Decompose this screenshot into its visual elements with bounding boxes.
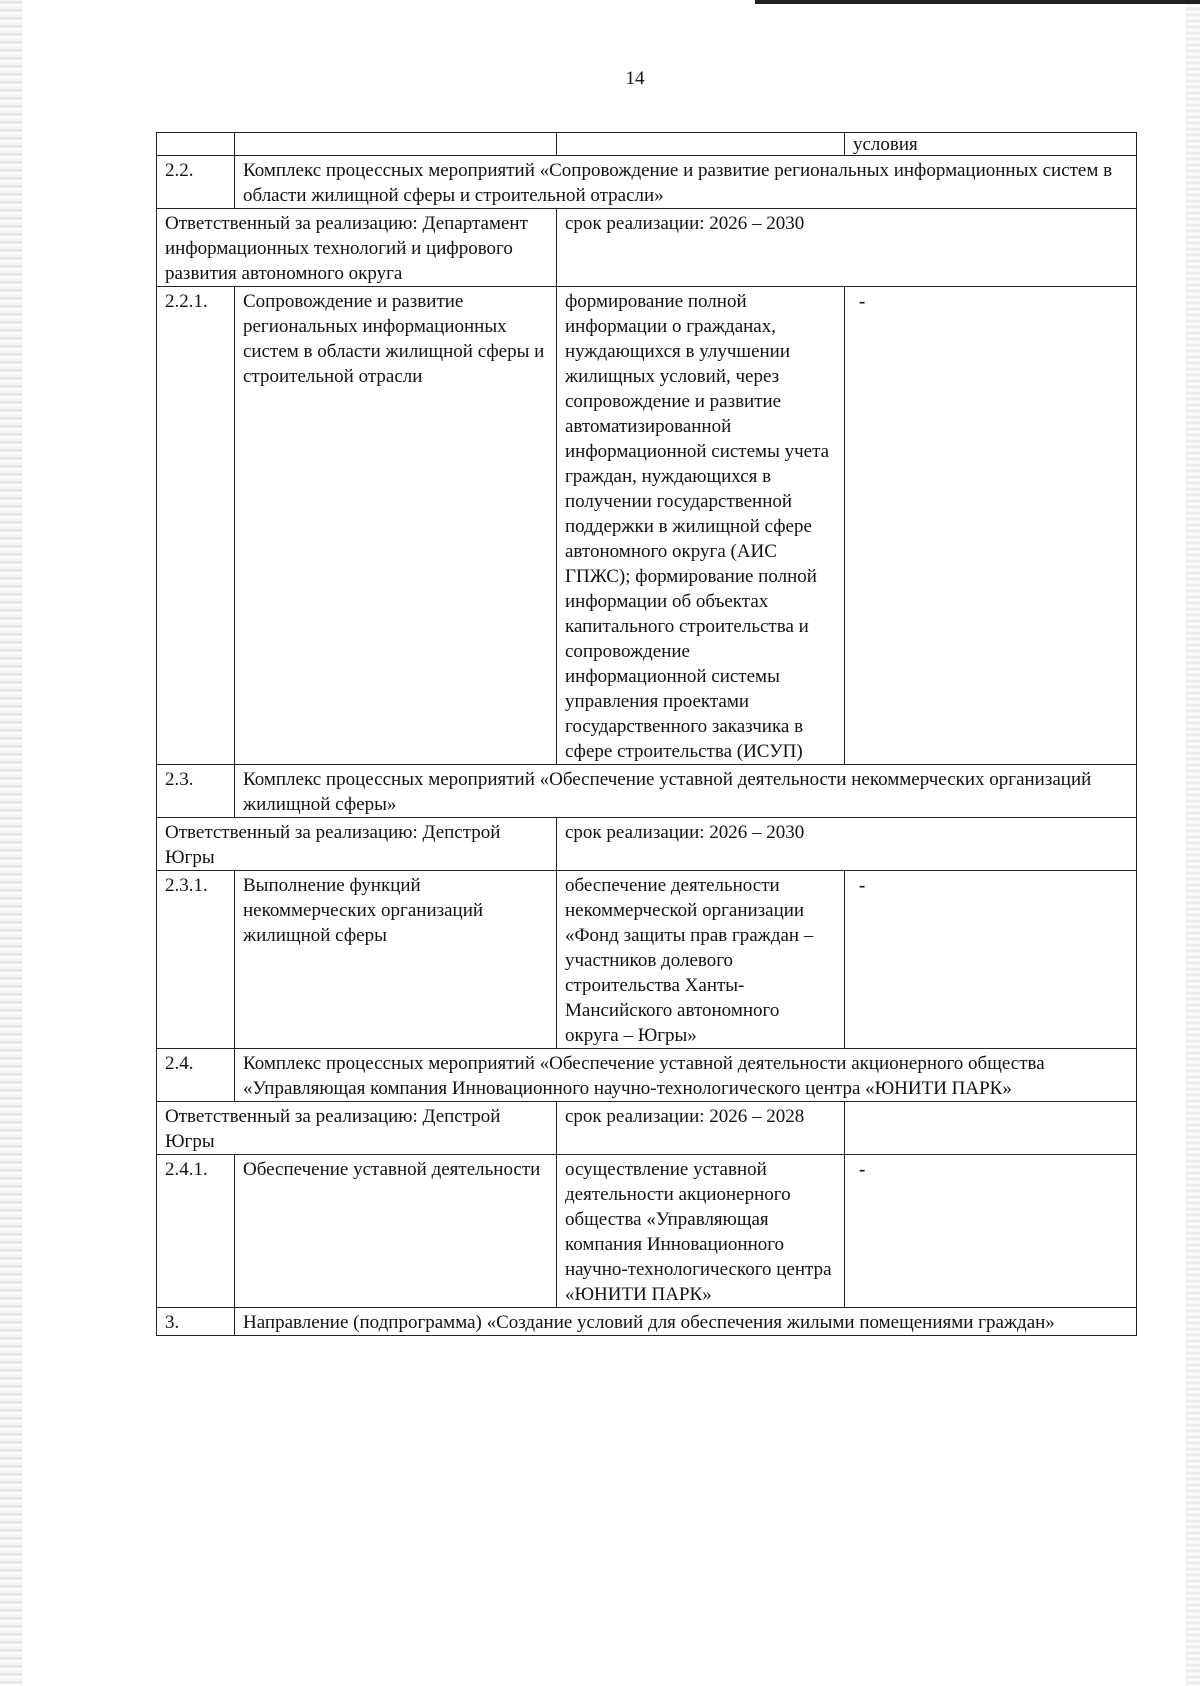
section-title: Комплекс процессных мероприятий «Обеспечение уставной деятельности некоммерческих организаций жилищной сферы» (235, 765, 1137, 818)
section-row (157, 1308, 1137, 1336)
responsible-row (157, 209, 1137, 287)
item-row (157, 871, 1137, 1049)
item-row (157, 287, 1137, 765)
item-description: осуществление уставной деятельности акционерного общества «Управляющая компания Инновационного научно-технологического центра «ЮНИТИ ПАРК» (557, 1155, 845, 1308)
header-cell-4: условия (845, 133, 1137, 156)
responsible-row (157, 818, 1137, 871)
scan-edge-right (1186, 0, 1200, 1686)
item-number: 2.4.1. (157, 1155, 235, 1308)
header-cell-1 (157, 133, 235, 156)
item-link: - (845, 1155, 1137, 1308)
program-table-container (156, 132, 1136, 1336)
item-link: - (845, 287, 1137, 765)
section-number: 2.2. (157, 156, 235, 209)
item-name: Выполнение функций некоммерческих организаций жилищной сферы (235, 871, 557, 1049)
item-name: Сопровождение и развитие региональных информационных систем в области жилищной сферы и строительной отрасли (235, 287, 557, 765)
section-number: 2.4. (157, 1049, 235, 1102)
section-row (157, 765, 1137, 818)
header-cell-2 (235, 133, 557, 156)
period-cell: срок реализации: 2026 – 2030 (557, 209, 1137, 287)
item-name: Обеспечение уставной деятельности (235, 1155, 557, 1308)
section-number: 2.3. (157, 765, 235, 818)
period-cell: срок реализации: 2026 – 2030 (557, 818, 1137, 871)
period-cell: срок реализации: 2026 – 2028 (557, 1102, 845, 1155)
program-table (156, 132, 1137, 1336)
header-cell-3 (557, 133, 845, 156)
responsible-row (157, 1102, 1137, 1155)
item-link: - (845, 871, 1137, 1049)
section-title: Комплекс процессных мероприятий «Обеспечение уставной деятельности акционерного общества «Управляющая компания Инновационного научно-технологического центра «ЮНИТИ ПАРК» (235, 1049, 1137, 1102)
item-description: обеспечение деятельности некоммерческой организации «Фонд защиты прав граждан – участников долевого строительства Ханты-Мансийского автономного округа – Югры» (557, 871, 845, 1049)
responsible-cell: Ответственный за реализацию: Департамент информационных технологий и цифрового развития автономного округа (157, 209, 557, 287)
responsible-cell: Ответственный за реализацию: Депстрой Югры (157, 1102, 557, 1155)
section-title: Направление (подпрограмма) «Создание условий для обеспечения жилыми помещениями граждан» (235, 1308, 1137, 1336)
item-row (157, 1155, 1137, 1308)
section-title: Комплекс процессных мероприятий «Сопровождение и развитие региональных информационных систем в области жилищной сферы и строительной отрасли» (235, 156, 1137, 209)
empty-cell (845, 1102, 1137, 1155)
scan-edge-left (0, 0, 22, 1686)
item-number: 2.3.1. (157, 871, 235, 1049)
section-number: 3. (157, 1308, 235, 1336)
section-row (157, 1049, 1137, 1102)
item-number: 2.2.1. (157, 287, 235, 765)
item-description: формирование полной информации о гражданах, нуждающихся в улучшении жилищных условий, через сопровождение и развитие автоматизированной информационной системы учета граждан, нуждающихся в получении государственной поддержки в жилищной сфере автономного округа (АИС ГПЖС); формирование полной информации об объектах капитального строительства и сопровождение информационной системы управления проектами государственного заказчика в сфере строительства (ИСУП) (557, 287, 845, 765)
page-number: 14 (625, 68, 645, 89)
responsible-cell: Ответственный за реализацию: Депстрой Югры (157, 818, 557, 871)
section-row (157, 156, 1137, 209)
table-header-row (157, 133, 1137, 156)
scan-top-bar (755, 0, 1200, 4)
